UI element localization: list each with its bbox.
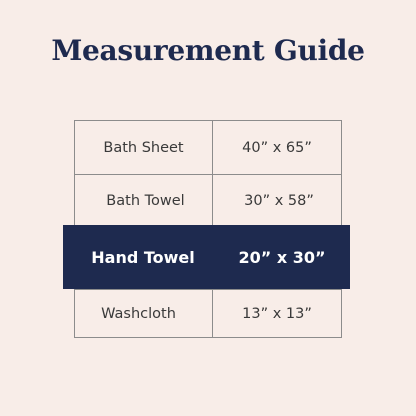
row-size-bath-towel: 30” x 58”	[244, 193, 314, 209]
page-title: Measurement Guide	[51, 34, 365, 67]
highlighted-row-hand-towel	[63, 225, 350, 289]
row-name-hand-towel: Hand Towel	[91, 247, 195, 267]
row-name-washcloth: Washcloth	[101, 305, 176, 322]
row-name-bath-towel: Bath Towel	[106, 193, 185, 209]
row-size-hand-towel: 20” x 30”	[238, 247, 326, 267]
row-size-washcloth: 13” x 13”	[242, 305, 312, 322]
row-size-bath-sheet: 40” x 65”	[242, 139, 312, 156]
row-name-bath-sheet: Bath Sheet	[103, 139, 184, 156]
